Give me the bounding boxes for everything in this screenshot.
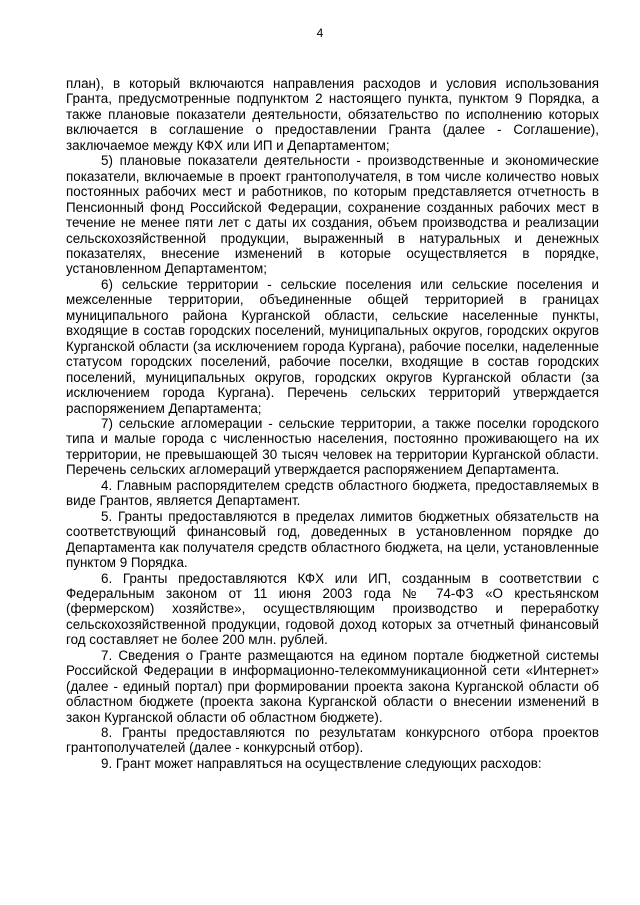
paragraph-point-7-unified-portal: 7. Сведения о Гранте размещаются на едином портале бюджетной системы Российской Федерации в информационно-телекоммуникационной сети «Интернет» (далее - единый портал) при формировании проекта закона Курганской области об областном бюджете (проекта закона Курганской области о внесении изменений в закон Курганской области об областном бюджете).: [66, 647, 599, 725]
paragraph-item-6-rural-territories: 6) сельские территории - сельские поселения или сельские поселения и межселенные территории, объединенные общей территорией в границах муниципального района Курганской области, сельские населенные пункты, входящие в состав городских поселений, муниципальных округов, городских округов Курганской области (за исключением города Кургана), рабочие поселки, наделенные статусом городских поселений, рабочие поселки, входящие в состав городских поселений, муниципальных округов, городских округов Курганской области (за исключением города Кургана). Перечень сельских территорий утверждается распоряжением Департамента;: [66, 276, 599, 416]
document-body: [66, 76, 599, 771]
paragraph-point-6-eligible-recipients: 6. Гранты предоставляются КФХ или ИП, созданным в соответствии с Федеральным законом от 11 июня 2003 года № 74-ФЗ «О крестьянском (фермерском) хозяйстве», осуществляющим производство и переработку сельскохозяйственной продукции, годовой доход которых за отчетный финансовый год составляет не более 200 млн. рублей.: [66, 570, 599, 648]
paragraph-point-9-expenses: 9. Грант может направляться на осуществление следующих расходов:: [101, 755, 542, 771]
paragraph-item-5-planned-indicators: 5) плановые показатели деятельности - производственные и экономические показатели, включаемые в проект грантополучателя, в том числе количество новых постоянных рабочих мест и работников, по которым представляется отчетность в Пенсионный фонд Российской Федерации, сохранение созданных рабочих мест в течение не менее пяти лет с даты их создания, объем производства и реализации сельскохозяйственной продукции, выраженный в натуральных и денежных показателях, внесение изменений в которые осуществляется в порядке, установленном Департаментом;: [66, 153, 599, 277]
page-number: 4: [316, 26, 324, 40]
paragraph-point-8-competitive-selection: 8. Гранты предоставляются по результатам конкурсного отбора проектов грантополучателей (далее - конкурсный отбор).: [66, 725, 599, 756]
paragraph-point-5-budget-limits: 5. Гранты предоставляются в пределах лимитов бюджетных обязательств на соответствующий финансовый год, доведенных в установленном порядке до Департамента как получателя средств областного бюджета, на цели, установленные пунктом 9 Порядка.: [66, 508, 599, 571]
paragraph-plan-continuation: план), в который включаются направления расходов и условия использования Гранта, предусмотренные подпунктом 2 настоящего пункта, пунктом 9 Порядка, а также плановые показатели деятельности, обязательство по исполнению которых включается в соглашение о предоставлении Гранта (далее - Соглашение), заключаемое между КФХ или ИП и Департаментом;: [66, 76, 599, 153]
paragraph-point-4-chief-administrator: 4. Главным распорядителем средств областного бюджета, предоставляемых в виде Грантов, является Департамент.: [66, 477, 599, 509]
paragraph-item-7-rural-agglomerations: 7) сельские агломерации - сельские территории, а также поселки городского типа и малые города с численностью населения, постоянно проживающего на их территории, не превышающей 30 тысяч человек на территории Курганской области. Перечень сельских агломераций утверждается распоряжением Департамента.: [66, 415, 599, 478]
